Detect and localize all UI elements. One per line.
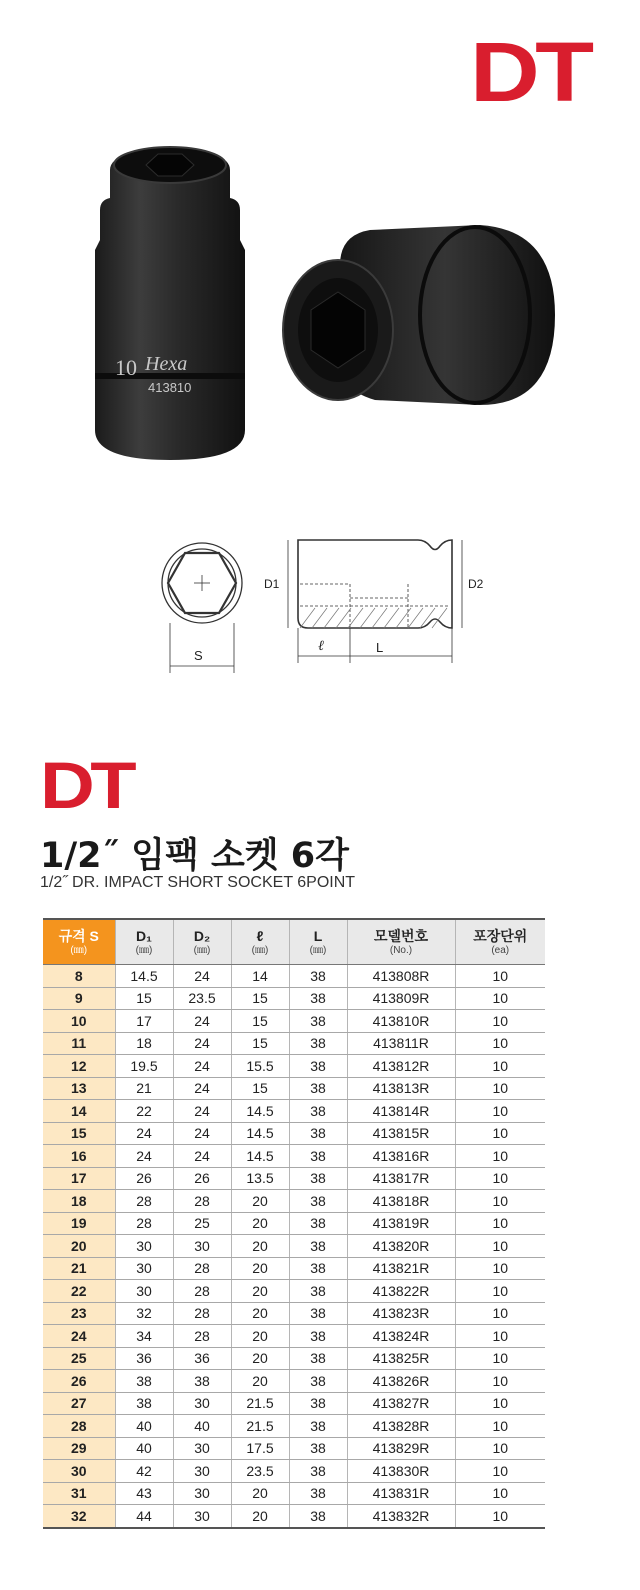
table-cell: 38	[289, 1212, 347, 1235]
table-cell: 38	[289, 1280, 347, 1303]
table-cell: 38	[289, 1145, 347, 1168]
table-cell: 38	[289, 1460, 347, 1483]
table-cell: 413818R	[347, 1190, 455, 1213]
table-cell: 36	[115, 1347, 173, 1370]
table-cell: 413831R	[347, 1482, 455, 1505]
column-header	[43, 919, 115, 965]
column-header-unit: (㎜)	[309, 944, 327, 956]
table-header-row	[43, 919, 545, 965]
table-cell: 28	[115, 1212, 173, 1235]
table-cell: 24	[173, 1032, 231, 1055]
table-cell: 413827R	[347, 1392, 455, 1415]
size-cell: 15	[43, 1122, 115, 1145]
table-cell: 38	[289, 987, 347, 1010]
table-cell: 21.5	[231, 1415, 289, 1438]
product-photo	[70, 130, 570, 470]
table-row	[43, 1100, 545, 1123]
table-cell: 413824R	[347, 1325, 455, 1348]
label-s: S	[194, 648, 203, 663]
table-cell: 38	[289, 1482, 347, 1505]
table-cell: 20	[231, 1325, 289, 1348]
table-cell: 14	[231, 965, 289, 988]
table-cell: 10	[455, 1235, 545, 1258]
table-cell: 413814R	[347, 1100, 455, 1123]
engraving-model: 413810	[148, 380, 192, 395]
table-row	[43, 1505, 545, 1528]
table-cell: 19.5	[115, 1055, 173, 1078]
column-header-unit: (ea)	[491, 944, 510, 956]
column-header-label: 포장단위	[473, 927, 528, 944]
table-cell: 10	[455, 1190, 545, 1213]
table-cell: 413825R	[347, 1347, 455, 1370]
table-cell: 28	[173, 1257, 231, 1280]
table-cell: 10	[455, 987, 545, 1010]
table-cell: 24	[173, 1100, 231, 1123]
table-cell: 10	[455, 1122, 545, 1145]
table-cell: 21.5	[231, 1392, 289, 1415]
table-cell: 36	[173, 1347, 231, 1370]
column-header-label: D₁	[136, 927, 152, 944]
column-header-unit: (㎜)	[251, 944, 269, 956]
table-cell: 10	[455, 1437, 545, 1460]
size-cell: 28	[43, 1415, 115, 1438]
column-header	[289, 919, 347, 965]
table-cell: 24	[115, 1145, 173, 1168]
table-cell: 413809R	[347, 987, 455, 1010]
column-header-label: 규격 S	[58, 927, 99, 944]
table-cell: 30	[173, 1482, 231, 1505]
table-cell: 30	[115, 1257, 173, 1280]
table-cell: 20	[231, 1505, 289, 1528]
table-cell: 38	[173, 1370, 231, 1393]
table-cell: 38	[289, 1392, 347, 1415]
table-cell: 43	[115, 1482, 173, 1505]
table-cell: 413829R	[347, 1437, 455, 1460]
size-cell: 14	[43, 1100, 115, 1123]
table-cell: 28	[173, 1302, 231, 1325]
table-cell: 38	[289, 1032, 347, 1055]
size-cell: 19	[43, 1212, 115, 1235]
table-cell: 38	[289, 1302, 347, 1325]
size-cell: 10	[43, 1010, 115, 1033]
size-cell: 18	[43, 1190, 115, 1213]
table-cell: 42	[115, 1460, 173, 1483]
table-cell: 24	[173, 1077, 231, 1100]
label-l-small: ℓ	[318, 639, 324, 654]
table-row	[43, 1145, 545, 1168]
table-body	[43, 965, 545, 1528]
table-cell: 38	[115, 1392, 173, 1415]
table-cell: 413822R	[347, 1280, 455, 1303]
table-row	[43, 1190, 545, 1213]
table-row	[43, 1370, 545, 1393]
table-cell: 24	[173, 1145, 231, 1168]
size-cell: 21	[43, 1257, 115, 1280]
table-cell: 17	[115, 1010, 173, 1033]
table-cell: 413816R	[347, 1145, 455, 1168]
size-cell: 20	[43, 1235, 115, 1258]
size-cell: 11	[43, 1032, 115, 1055]
table-cell: 38	[289, 1415, 347, 1438]
table-cell: 38	[289, 1077, 347, 1100]
table-cell: 30	[173, 1460, 231, 1483]
table-cell: 38	[289, 1122, 347, 1145]
column-header-label: D₂	[193, 927, 211, 944]
dimension-diagram	[150, 528, 490, 678]
table-cell: 413828R	[347, 1415, 455, 1438]
table-cell: 13.5	[231, 1167, 289, 1190]
table-row	[43, 1302, 545, 1325]
table-cell: 20	[231, 1482, 289, 1505]
product-title-korean: 1/2˝ 임팩 소켓 6각	[40, 836, 349, 876]
table-row	[43, 1482, 545, 1505]
table-cell: 413813R	[347, 1077, 455, 1100]
table-cell: 10	[455, 1482, 545, 1505]
table-row	[43, 1257, 545, 1280]
table-cell: 10	[455, 1212, 545, 1235]
table-cell: 413808R	[347, 965, 455, 988]
table-cell: 26	[115, 1167, 173, 1190]
table-cell: 20	[231, 1257, 289, 1280]
size-cell: 17	[43, 1167, 115, 1190]
table-cell: 10	[455, 1370, 545, 1393]
table-cell: 20	[231, 1347, 289, 1370]
table-row	[43, 1325, 545, 1348]
table-row	[43, 1437, 545, 1460]
table-cell: 38	[289, 1325, 347, 1348]
table-cell: 413810R	[347, 1010, 455, 1033]
table-row	[43, 987, 545, 1010]
table-cell: 413823R	[347, 1302, 455, 1325]
table-cell: 10	[455, 1415, 545, 1438]
table-cell: 10	[455, 1032, 545, 1055]
table-cell: 413821R	[347, 1257, 455, 1280]
table-cell: 28	[173, 1325, 231, 1348]
table-cell: 413830R	[347, 1460, 455, 1483]
table-row	[43, 1415, 545, 1438]
table-cell: 26	[173, 1167, 231, 1190]
column-header	[347, 919, 455, 965]
column-header-unit: (No.)	[389, 944, 413, 956]
table-cell: 30	[173, 1505, 231, 1528]
table-cell: 17.5	[231, 1437, 289, 1460]
column-header-label: L	[313, 927, 323, 944]
table-cell: 10	[455, 1280, 545, 1303]
table-cell: 413826R	[347, 1370, 455, 1393]
table-cell: 30	[173, 1392, 231, 1415]
table-cell: 24	[173, 1010, 231, 1033]
table-cell: 38	[289, 1257, 347, 1280]
table-row	[43, 1010, 545, 1033]
size-cell: 9	[43, 987, 115, 1010]
table-cell: 34	[115, 1325, 173, 1348]
column-header	[173, 919, 231, 965]
column-header	[455, 919, 545, 965]
table-cell: 40	[115, 1437, 173, 1460]
table-cell: 24	[173, 1055, 231, 1078]
table-row	[43, 1347, 545, 1370]
table-cell: 38	[289, 1505, 347, 1528]
table-cell: 38	[289, 1190, 347, 1213]
label-d1: D1	[264, 577, 280, 591]
table-cell: 10	[455, 1100, 545, 1123]
table-cell: 15	[231, 987, 289, 1010]
table-cell: 10	[455, 1347, 545, 1370]
size-cell: 27	[43, 1392, 115, 1415]
table-cell: 38	[115, 1370, 173, 1393]
size-cell: 32	[43, 1505, 115, 1528]
label-d2: D2	[468, 577, 484, 591]
table-cell: 15	[231, 1077, 289, 1100]
table-cell: 38	[289, 1167, 347, 1190]
table-cell: 44	[115, 1505, 173, 1528]
brand-logo-top: DT	[470, 25, 590, 119]
column-header-unit: (㎜)	[193, 944, 211, 956]
table-cell: 22	[115, 1100, 173, 1123]
table-cell: 24	[173, 1122, 231, 1145]
table-cell: 413812R	[347, 1055, 455, 1078]
table-cell: 28	[115, 1190, 173, 1213]
table-cell: 20	[231, 1190, 289, 1213]
table-row	[43, 1077, 545, 1100]
column-header-unit: (㎜)	[70, 944, 88, 956]
label-l: L	[376, 640, 384, 655]
table-row	[43, 1280, 545, 1303]
table-cell: 30	[173, 1437, 231, 1460]
size-cell: 8	[43, 965, 115, 988]
table-cell: 15	[115, 987, 173, 1010]
table-cell: 21	[115, 1077, 173, 1100]
table-row	[43, 1235, 545, 1258]
table-row	[43, 1055, 545, 1078]
table-cell: 38	[289, 1055, 347, 1078]
size-cell: 31	[43, 1482, 115, 1505]
table-cell: 10	[455, 1010, 545, 1033]
table-cell: 10	[455, 1145, 545, 1168]
table-cell: 38	[289, 1235, 347, 1258]
table-cell: 10	[455, 1302, 545, 1325]
table-row	[43, 1167, 545, 1190]
table-cell: 15	[231, 1032, 289, 1055]
table-cell: 30	[115, 1280, 173, 1303]
size-cell: 13	[43, 1077, 115, 1100]
table-cell: 15	[231, 1010, 289, 1033]
table-cell: 14.5	[115, 965, 173, 988]
table-cell: 23.5	[173, 987, 231, 1010]
table-cell: 20	[231, 1212, 289, 1235]
table-cell: 10	[455, 1505, 545, 1528]
table-cell: 413817R	[347, 1167, 455, 1190]
size-cell: 16	[43, 1145, 115, 1168]
table-row	[43, 1460, 545, 1483]
table-cell: 413820R	[347, 1235, 455, 1258]
table-cell: 20	[231, 1302, 289, 1325]
table-cell: 25	[173, 1212, 231, 1235]
table-cell: 413832R	[347, 1505, 455, 1528]
table-cell: 14.5	[231, 1100, 289, 1123]
table-row	[43, 1212, 545, 1235]
table-cell: 18	[115, 1032, 173, 1055]
table-cell: 24	[173, 965, 231, 988]
table-cell: 20	[231, 1235, 289, 1258]
table-cell: 14.5	[231, 1122, 289, 1145]
column-header-label: 모델번호	[373, 927, 429, 944]
engraving-size: 10	[115, 355, 137, 380]
table-cell: 10	[455, 1055, 545, 1078]
size-cell: 12	[43, 1055, 115, 1078]
table-cell: 10	[455, 1077, 545, 1100]
engraving-brand: Hexa	[145, 353, 188, 375]
spec-table	[43, 918, 545, 1529]
table-cell: 14.5	[231, 1145, 289, 1168]
table-cell: 23.5	[231, 1460, 289, 1483]
table-cell: 10	[455, 965, 545, 988]
table-cell: 28	[173, 1280, 231, 1303]
table-cell: 28	[173, 1190, 231, 1213]
size-cell: 22	[43, 1280, 115, 1303]
table-cell: 40	[115, 1415, 173, 1438]
table-cell: 24	[115, 1122, 173, 1145]
table-cell: 30	[173, 1235, 231, 1258]
table-cell: 10	[455, 1392, 545, 1415]
table-cell: 30	[115, 1235, 173, 1258]
table-row	[43, 1122, 545, 1145]
table-cell: 10	[455, 1167, 545, 1190]
table-cell: 413815R	[347, 1122, 455, 1145]
column-header-label: ℓ	[256, 927, 264, 944]
size-cell: 23	[43, 1302, 115, 1325]
size-cell: 29	[43, 1437, 115, 1460]
table-cell: 10	[455, 1325, 545, 1348]
size-cell: 30	[43, 1460, 115, 1483]
column-header-unit: (㎜)	[135, 944, 153, 956]
table-cell: 413819R	[347, 1212, 455, 1235]
table-row	[43, 1392, 545, 1415]
table-row	[43, 965, 545, 988]
table-cell: 20	[231, 1370, 289, 1393]
table-row	[43, 1032, 545, 1055]
table-cell: 20	[231, 1280, 289, 1303]
table-cell: 10	[455, 1460, 545, 1483]
product-title-english: 1/2˝ DR. IMPACT SHORT SOCKET 6POINT	[40, 874, 356, 891]
table-cell: 38	[289, 965, 347, 988]
table-cell: 38	[289, 1010, 347, 1033]
table-cell: 38	[289, 1370, 347, 1393]
size-cell: 24	[43, 1325, 115, 1348]
size-cell: 26	[43, 1370, 115, 1393]
table-cell: 15.5	[231, 1055, 289, 1078]
table-cell: 10	[455, 1257, 545, 1280]
table-cell: 38	[289, 1100, 347, 1123]
size-cell: 25	[43, 1347, 115, 1370]
table-cell: 38	[289, 1437, 347, 1460]
brand-logo-section: DT	[40, 748, 132, 822]
table-cell: 38	[289, 1347, 347, 1370]
table-cell: 32	[115, 1302, 173, 1325]
table-cell: 413811R	[347, 1032, 455, 1055]
table-cell: 40	[173, 1415, 231, 1438]
column-header	[231, 919, 289, 965]
column-header	[115, 919, 173, 965]
